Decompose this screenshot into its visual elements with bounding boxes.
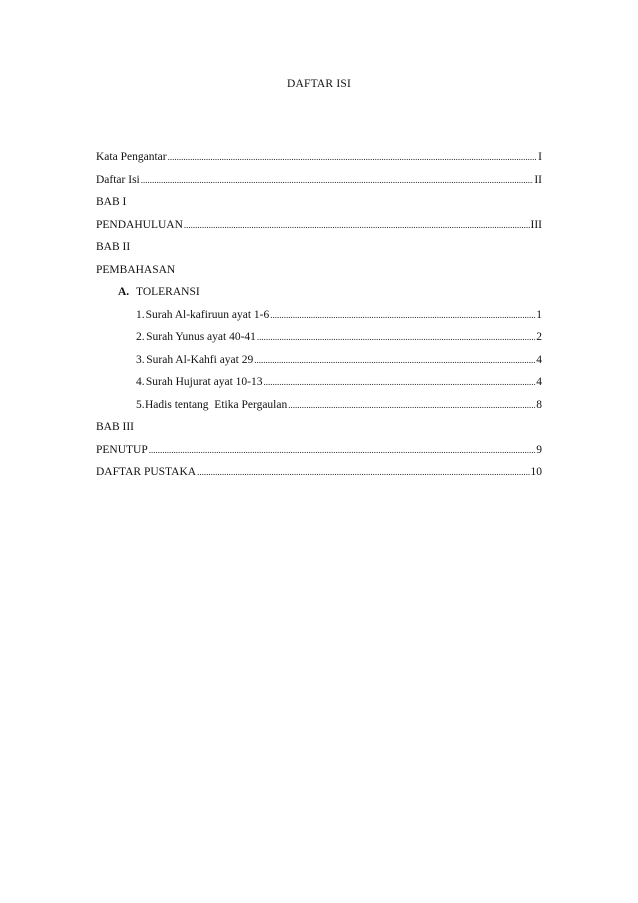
dot-leader bbox=[257, 330, 535, 344]
toc-entry-label: Daftar Isi bbox=[96, 173, 140, 186]
dot-leader bbox=[288, 398, 535, 412]
dot-leader bbox=[149, 443, 535, 457]
toc-entry-kata-pengantar bbox=[96, 150, 542, 173]
toc-entry-yunus bbox=[96, 330, 542, 353]
list-marker: 5. bbox=[136, 398, 145, 411]
dot-leader bbox=[197, 465, 529, 479]
toc-entry-label: BAB I bbox=[96, 196, 127, 208]
toc-entry-hujurat bbox=[96, 375, 542, 398]
toc-heading-bab-i bbox=[96, 195, 542, 218]
list-marker: 2. bbox=[136, 331, 145, 343]
toc-page-number: I bbox=[538, 151, 542, 163]
toc-subheading-toleransi bbox=[96, 285, 542, 308]
dot-leader bbox=[270, 308, 535, 322]
toc-page-number: 10 bbox=[530, 466, 542, 478]
toc-entry-label: PENUTUP bbox=[96, 443, 148, 456]
list-marker: 1. bbox=[136, 308, 145, 321]
toc-entry-label: PEMBAHASAN bbox=[96, 263, 176, 276]
dot-leader bbox=[141, 173, 534, 187]
toc-entry-pendahuluan bbox=[96, 218, 542, 241]
table-of-contents bbox=[96, 150, 542, 488]
toc-entry-label: Surah Hujurat ayat 10-13 bbox=[145, 376, 263, 388]
toc-page-number: 4 bbox=[536, 376, 542, 388]
toc-entry-label: Surah Al-Kahfi ayat 29 bbox=[146, 353, 254, 366]
toc-entry-label: Kata Pengantar bbox=[96, 151, 167, 163]
toc-entry-label: Surah Al-kafiruun ayat 1-6 bbox=[145, 308, 270, 321]
toc-entry-label: TOLERANSI bbox=[136, 286, 200, 298]
toc-entry-label: BAB III bbox=[96, 421, 135, 433]
toc-page-number: III bbox=[530, 218, 542, 231]
page-title: DAFTAR ISI bbox=[286, 78, 351, 90]
dot-leader bbox=[184, 218, 530, 232]
toc-entry-daftar-isi bbox=[96, 173, 542, 196]
toc-entry-daftar-pustaka bbox=[96, 465, 542, 488]
toc-entry-penutup bbox=[96, 443, 542, 466]
list-marker: 4. bbox=[136, 376, 145, 388]
toc-heading-pembahasan bbox=[96, 263, 542, 286]
toc-heading-bab-ii bbox=[96, 240, 542, 263]
dot-leader bbox=[254, 353, 535, 367]
toc-page-number: 2 bbox=[536, 331, 542, 343]
dot-leader bbox=[168, 150, 538, 164]
toc-entry-hadis bbox=[96, 398, 542, 421]
toc-page-number: II bbox=[534, 173, 542, 186]
list-marker: 3. bbox=[136, 353, 145, 366]
toc-entry-label: Surah Yunus ayat 40-41 bbox=[146, 331, 256, 343]
toc-entry-label: BAB II bbox=[96, 241, 131, 253]
dot-leader bbox=[263, 375, 535, 389]
toc-page-number: 9 bbox=[536, 443, 542, 456]
toc-entry-al-kafiruun bbox=[96, 308, 542, 331]
list-marker: A. bbox=[118, 286, 130, 298]
toc-heading-bab-iii bbox=[96, 420, 542, 443]
toc-page-number: 1 bbox=[536, 308, 542, 321]
toc-page-number: 8 bbox=[536, 398, 542, 411]
toc-entry-al-kahfi bbox=[96, 353, 542, 376]
toc-page-number: 4 bbox=[536, 353, 542, 366]
toc-entry-label: PENDAHULUAN bbox=[96, 218, 183, 231]
toc-entry-label: Hadis tentang Etika Pergaulan bbox=[145, 398, 288, 411]
toc-entry-label: DAFTAR PUSTAKA bbox=[96, 466, 197, 478]
